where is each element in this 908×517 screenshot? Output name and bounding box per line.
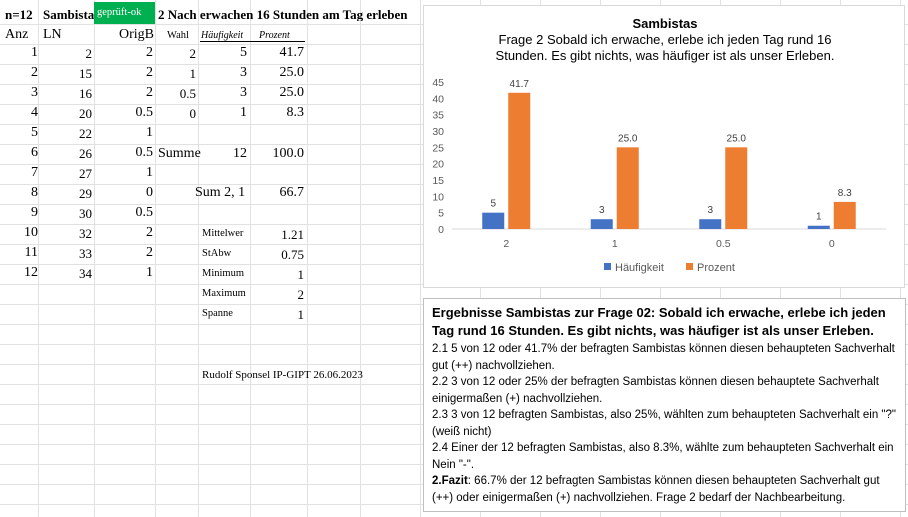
stat-value[interactable]: 0.75	[281, 248, 304, 261]
chart-subtitle-line2: Stunden. Es gibt nichts, was häufiger ist als unser Erleben.	[495, 48, 835, 63]
fazit-text: : 66.7% der 12 befragten Sambistas können diesen behaupteten Sachverhalt gut (++) oder einigermaßen (+) nachvollziehen. Frage 2 bedarf der Nachbearbeitung.	[432, 475, 880, 504]
row-origb[interactable]: 1	[146, 126, 153, 140]
row-anz[interactable]: 2	[31, 66, 38, 80]
result-fazit	[432, 473, 897, 506]
row-ln[interactable]: 27	[79, 167, 92, 180]
col-header-anz[interactable]: Anz	[5, 28, 29, 42]
bar-haeufigkeit	[808, 226, 830, 229]
row-ln[interactable]: 16	[79, 87, 92, 100]
row-anz[interactable]: 9	[31, 206, 38, 220]
row-anz[interactable]: 4	[31, 106, 38, 120]
data-label-prozent: 8.3	[837, 187, 852, 199]
row-ln[interactable]: 20	[79, 107, 92, 120]
result-2-4: 2.4 Einer der 12 befragten Sambistas, also 8.3%, wählte zum behaupteten Sachverhalt ein Nein "-".	[432, 442, 894, 471]
checked-ok-badge[interactable]: geprüft-ok	[94, 2, 155, 24]
freq-wahl[interactable]: 0	[189, 107, 196, 120]
bar-haeufigkeit	[699, 219, 721, 229]
stat-value[interactable]: 1	[297, 308, 304, 321]
grid-column-line	[155, 0, 156, 517]
stat-label[interactable]: Maximum	[202, 289, 246, 299]
x-tick-label: 2	[503, 238, 510, 250]
col-header-ln[interactable]: LN	[43, 28, 62, 42]
row-anz[interactable]: 1	[31, 46, 38, 60]
freq-wahl[interactable]: 1	[189, 67, 196, 80]
cell-question-title[interactable]: 2 Nach erwachen 16 Stunden am Tag erleben	[158, 8, 408, 21]
freq-haeufigkeit[interactable]: 3	[240, 86, 247, 100]
row-origb[interactable]: 2	[146, 246, 153, 260]
result-2-3: 2.3 3 von 12 befragten Sambistas, also 25%, wählten zum behaupteten Sachverhalt ein "?" (weiß nicht)	[432, 409, 896, 438]
bar-haeufigkeit	[482, 213, 504, 229]
result-2-2: 2.2 3 von 12 oder 25% der befragten Sambistas können diesen behauptete Sachverhalt einigermaßen (+) nachvollziehen.	[432, 376, 879, 405]
sum21-label[interactable]: Sum 2, 1	[195, 186, 246, 200]
fazit-label: 2.Fazit	[432, 475, 468, 487]
col-header-wahl[interactable]: Wahl	[167, 31, 189, 41]
row-origb[interactable]: 0.5	[135, 106, 153, 120]
data-label-prozent: 25.0	[618, 133, 638, 145]
grid-column-line	[307, 0, 308, 517]
row-ln[interactable]: 34	[79, 267, 92, 280]
row-anz[interactable]: 5	[31, 126, 38, 140]
col-header-prozent[interactable]: Prozent	[259, 31, 290, 41]
grid-column-line	[360, 0, 361, 517]
row-ln[interactable]: 32	[79, 227, 92, 240]
legend-haeufigkeit: Häufigkeit	[615, 262, 664, 274]
result-2-1: 2.1 5 von 12 oder 41.7% der befragten Sambistas können diesen behaupteten Sachverhalt gut (++) nachvollziehen.	[432, 343, 895, 372]
row-origb[interactable]: 2	[146, 86, 153, 100]
summe-haeufigkeit[interactable]: 12	[233, 147, 247, 161]
row-ln[interactable]: 15	[79, 67, 92, 80]
stat-value[interactable]: 1	[297, 268, 304, 281]
sum21-value[interactable]: 66.7	[279, 186, 304, 200]
y-tick-label: 45	[432, 77, 444, 89]
bar-chart[interactable]	[423, 5, 905, 288]
summe-label[interactable]: Summe	[158, 147, 201, 161]
legend-swatch	[686, 263, 693, 270]
row-ln[interactable]: 29	[79, 187, 92, 200]
grid-column-line	[94, 0, 95, 517]
data-label-haeufigkeit: 1	[815, 211, 822, 223]
row-origb[interactable]: 1	[146, 166, 153, 180]
y-tick-label: 0	[438, 224, 444, 236]
row-anz[interactable]: 3	[31, 86, 38, 100]
y-tick-label: 10	[432, 191, 444, 204]
row-origb[interactable]: 1	[146, 266, 153, 280]
freq-wahl[interactable]: 2	[189, 47, 196, 60]
header-underline	[200, 41, 305, 42]
row-anz[interactable]: 7	[31, 166, 38, 180]
bar-prozent	[725, 147, 747, 229]
freq-prozent[interactable]: 25.0	[279, 66, 304, 80]
x-tick-label: 0.5	[715, 238, 731, 250]
row-origb[interactable]: 2	[146, 66, 153, 80]
row-origb[interactable]: 0.5	[135, 206, 153, 220]
row-ln[interactable]: 26	[79, 147, 92, 160]
legend-prozent: Prozent	[697, 262, 735, 274]
row-origb[interactable]: 0.5	[135, 146, 153, 160]
stat-label[interactable]: Mittelwer	[202, 229, 244, 239]
data-label-haeufigkeit: 3	[707, 205, 714, 217]
row-ln[interactable]: 22	[79, 127, 92, 140]
row-origb[interactable]: 0	[146, 186, 153, 200]
stat-value[interactable]: 2	[297, 288, 304, 301]
chart-canvas	[424, 6, 906, 289]
row-origb[interactable]: 2	[146, 46, 153, 60]
y-tick-label: 25	[432, 142, 444, 155]
x-tick-label: 1	[611, 238, 618, 250]
stat-label[interactable]: StAbw	[202, 249, 232, 259]
row-anz[interactable]: 12	[24, 266, 38, 280]
row-anz[interactable]: 11	[24, 246, 38, 260]
data-label-haeufigkeit: 3	[598, 205, 605, 217]
grid-column-line	[38, 0, 39, 517]
data-label-haeufigkeit: 5	[490, 198, 497, 210]
bar-prozent	[834, 202, 856, 229]
y-tick-label: 40	[432, 93, 444, 106]
data-label-prozent: 25.0	[726, 133, 746, 145]
row-anz[interactable]: 10	[24, 226, 38, 240]
summe-prozent[interactable]: 100.0	[272, 147, 304, 161]
bar-prozent	[508, 93, 530, 229]
freq-haeufigkeit[interactable]: 1	[240, 106, 247, 120]
y-tick-label: 5	[438, 207, 444, 220]
chart-subtitle-line1: Frage 2 Sobald ich erwache, erlebe ich jeden Tag rund 16	[498, 32, 832, 47]
freq-prozent[interactable]: 25.0	[279, 86, 304, 100]
freq-wahl[interactable]: 0.5	[179, 87, 196, 100]
y-tick-label: 35	[432, 109, 444, 122]
y-tick-label: 30	[432, 126, 444, 138]
stat-label[interactable]: Minimum	[202, 269, 245, 279]
results-heading: Ergebnisse Sambistas zur Frage 02: Sobald ich erwache, erlebe ich jeden Tag rund 16 Stunden. Es gibt nichts, was häufiger ist als unser Erleben.	[432, 305, 886, 338]
cell-group-name[interactable]: Sambista	[43, 8, 95, 21]
data-label-prozent: 41.7	[509, 78, 529, 90]
row-ln[interactable]: 33	[79, 247, 92, 260]
results-textbox[interactable]	[423, 298, 906, 512]
legend-swatch	[604, 263, 611, 270]
row-anz[interactable]: 8	[31, 186, 38, 200]
row-origb[interactable]: 2	[146, 226, 153, 240]
col-header-origb[interactable]: OrigB	[119, 28, 154, 42]
freq-haeufigkeit[interactable]: 5	[240, 46, 247, 60]
grid-column-line	[198, 0, 199, 517]
col-header-haeufigkeit[interactable]: Häufigkeit	[201, 31, 244, 41]
stat-label[interactable]: Spanne	[202, 309, 233, 319]
cell-n-count[interactable]: n=12	[5, 8, 33, 21]
row-ln[interactable]: 2	[85, 47, 92, 60]
bar-haeufigkeit	[591, 219, 613, 229]
freq-prozent[interactable]: 8.3	[286, 106, 304, 120]
x-tick-label: 0	[828, 238, 835, 250]
freq-haeufigkeit[interactable]: 3	[240, 66, 247, 80]
row-anz[interactable]: 6	[31, 146, 38, 160]
bar-prozent	[617, 147, 639, 229]
y-tick-label: 20	[432, 158, 444, 171]
grid-column-line	[420, 0, 421, 517]
freq-prozent[interactable]: 41.7	[279, 46, 304, 60]
stat-value[interactable]: 1.21	[281, 228, 304, 241]
y-tick-label: 15	[432, 175, 444, 187]
grid-column-line	[250, 0, 251, 517]
chart-title: Sambistas	[632, 16, 698, 31]
row-ln[interactable]: 30	[79, 207, 92, 220]
author-credit[interactable]: Rudolf Sponsel IP-GIPT 26.06.2023	[202, 370, 363, 381]
